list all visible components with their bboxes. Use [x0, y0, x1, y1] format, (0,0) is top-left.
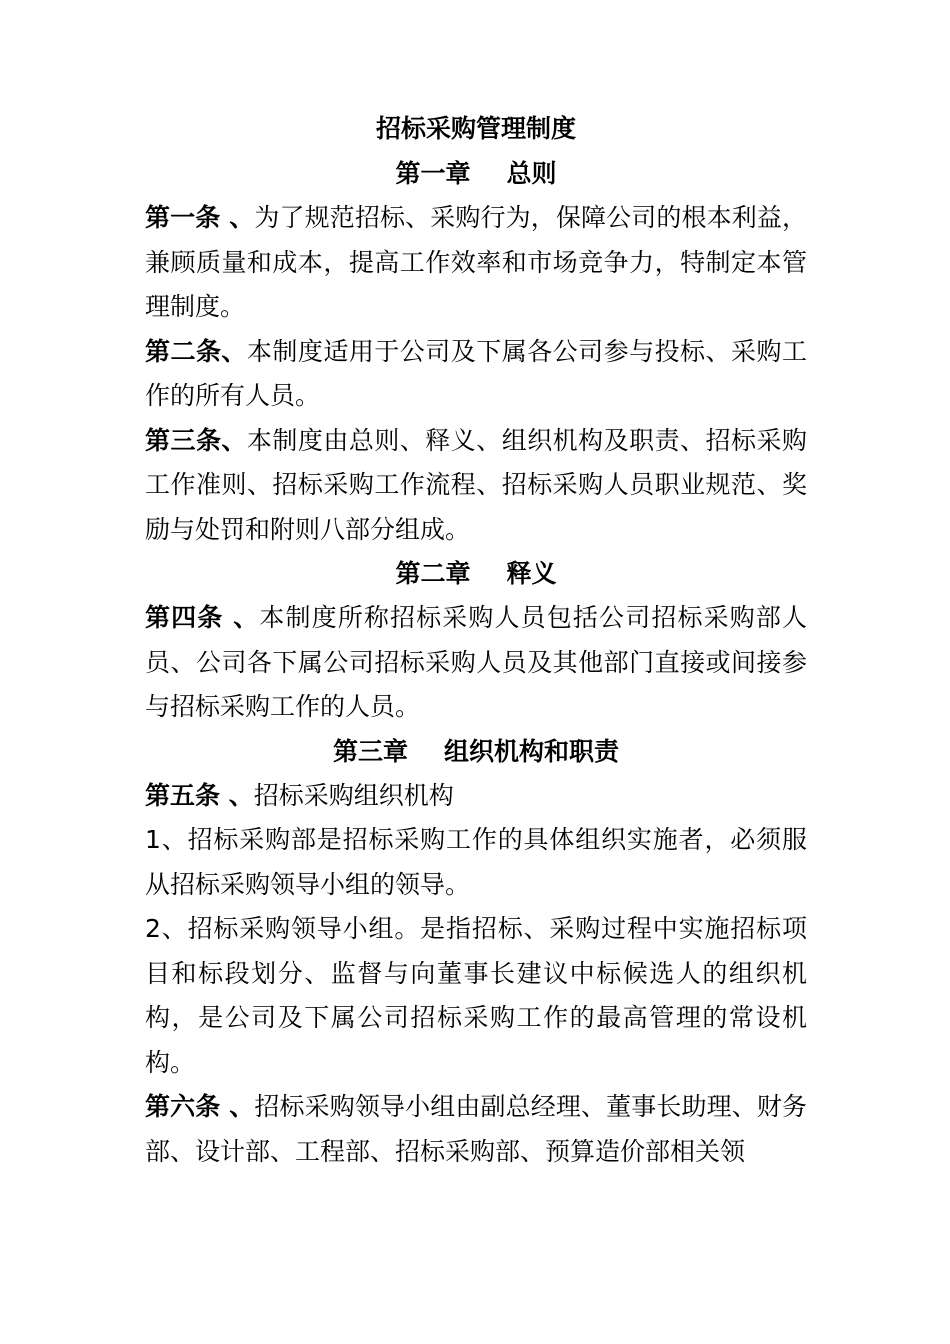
- article-label: 第三条、: [145, 425, 247, 455]
- article-4: [145, 596, 807, 730]
- article-3: [145, 419, 807, 553]
- chapter-heading-1: [145, 152, 807, 196]
- article-text: 为了规范招标、采购行为，保障公司的根本利益，兼顾质量和成本，提高工作效率和市场竞争力，特制定本管理制度。: [145, 203, 807, 321]
- article-label: 第六条 、: [145, 1092, 255, 1121]
- chapter-number: 第三章: [332, 736, 408, 766]
- article-text: 本制度由总则、释义、组织机构及职责、招标采购工作准则、招标采购工作流程、招标采购人员职业规范、奖励与处罚和附则八部分组成。: [145, 425, 807, 544]
- article-2: [145, 330, 807, 419]
- chapter-number: 第二章: [395, 559, 471, 588]
- article-1: [145, 196, 807, 330]
- chapter-heading-3: [145, 730, 807, 774]
- chapter-name: 释义: [506, 559, 557, 588]
- article-label: 第四条 、: [145, 603, 260, 632]
- article-text: 本制度所称招标采购人员包括公司招标采购部人员、公司各下属公司招标采购人员及其他部门直接或间接参与招标采购工作的人员。: [145, 603, 807, 721]
- article-text: 本制度适用于公司及下属各公司参与投标、采购工作的所有人员。: [145, 336, 807, 410]
- article-5: [145, 774, 807, 819]
- chapter-heading-2: [145, 552, 807, 596]
- article-5-item-1: 1、招标采购部是招标采购工作的具体组织实施者，必须服从招标采购领导小组的领导。: [145, 825, 807, 899]
- article-6: [145, 1085, 807, 1174]
- document-title: 招标采购管理制度: [375, 114, 576, 143]
- document-body: [145, 106, 807, 1174]
- chapter-number: 第一章: [395, 159, 471, 188]
- article-text: 招标采购领导小组由副总经理、董事长助理、财务部、设计部、工程部、招标采购部、预算造价部相关领: [145, 1092, 807, 1166]
- chapter-name: 组织机构和职责: [444, 736, 620, 766]
- article-label: 第二条、: [145, 336, 247, 366]
- article-label: 第一条 、: [145, 203, 255, 232]
- article-text: 招标采购组织机构: [253, 780, 454, 810]
- article-5-item-2: 2、招标采购领导小组。是指招标、采购过程中实施招标项目和标段划分、监督与向董事长建议中标候选人的组织机构，是公司及下属公司招标采购工作的最高管理的常设机构。: [145, 914, 807, 1077]
- chapter-name: 总则: [506, 159, 557, 188]
- article-label: 第五条 、: [145, 780, 254, 810]
